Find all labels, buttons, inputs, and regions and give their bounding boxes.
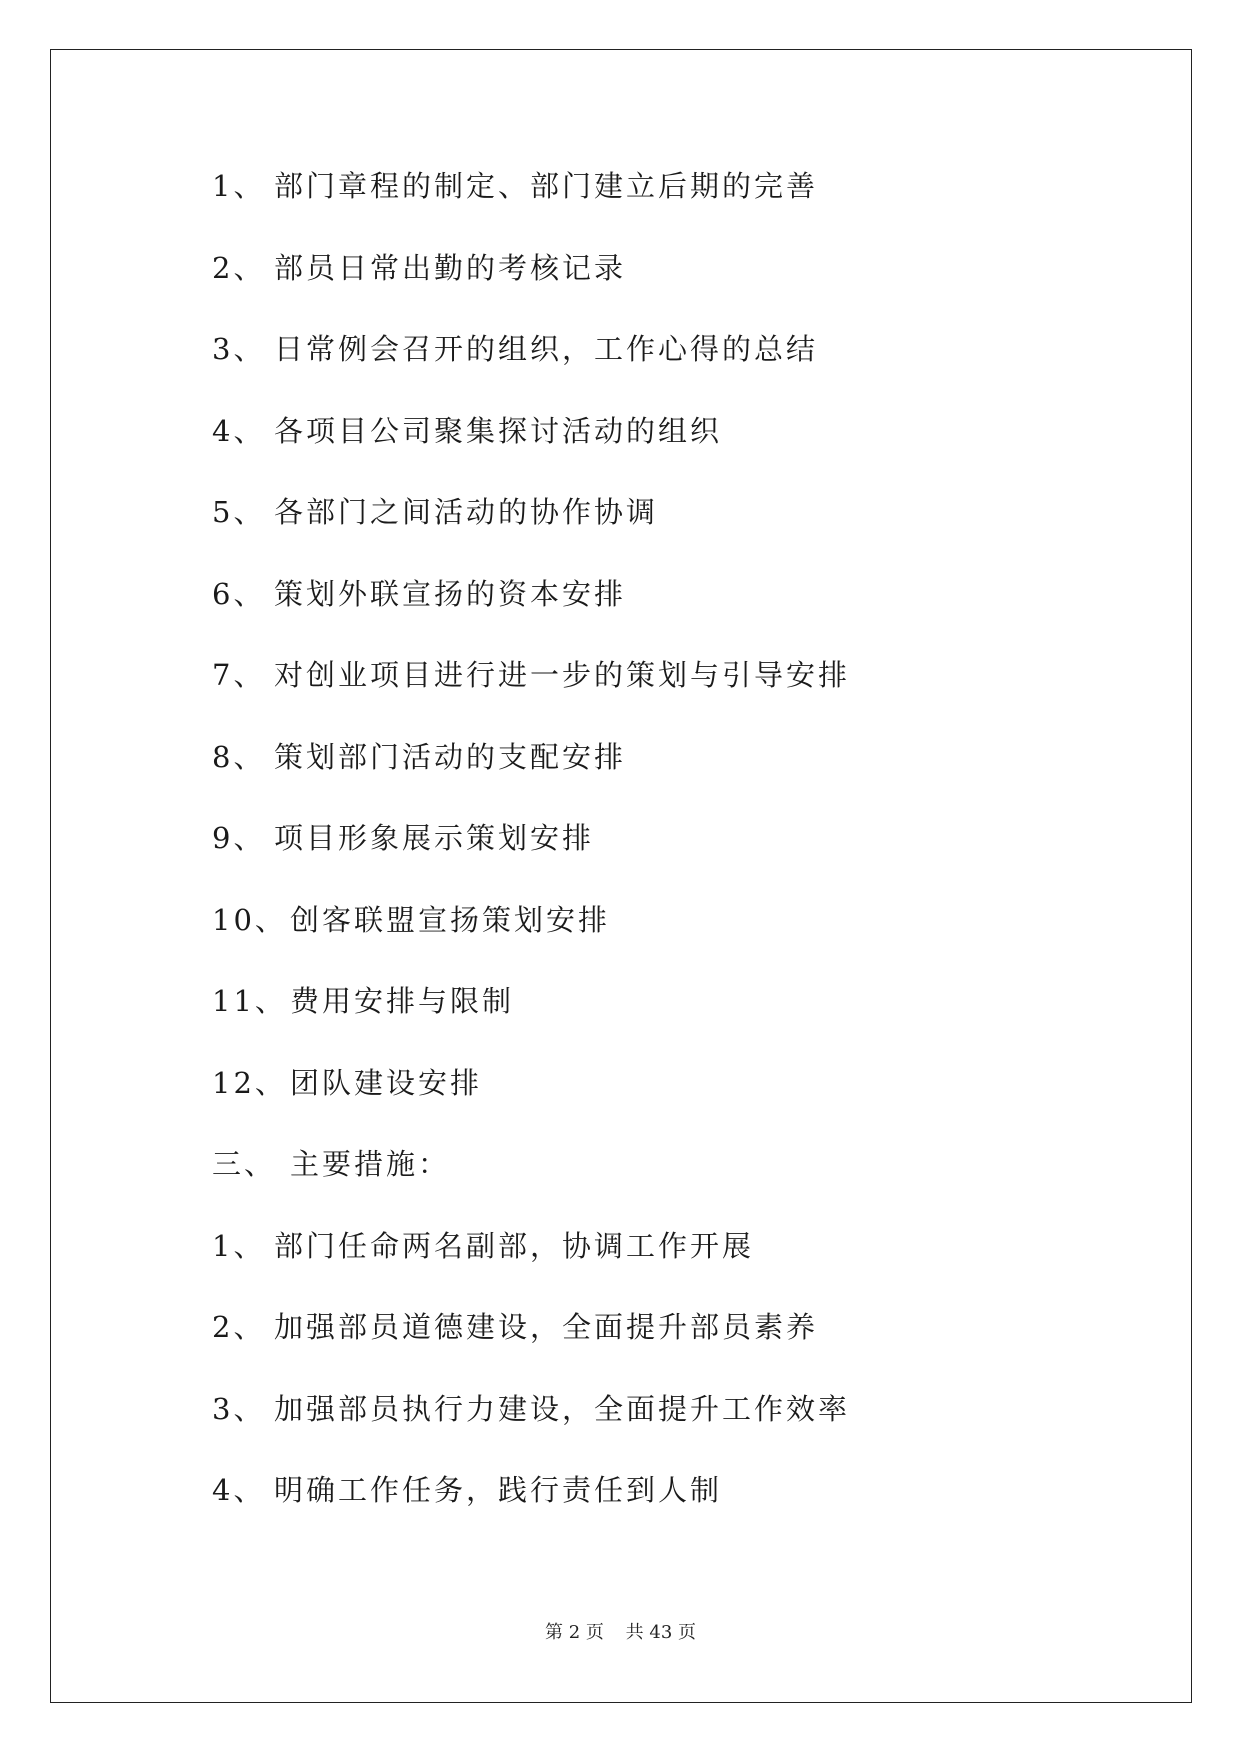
- list-item: [212, 657, 1112, 739]
- item-number: 6、: [212, 576, 266, 611]
- item-number: 4、: [212, 413, 266, 448]
- list-item: [212, 739, 1112, 821]
- item-number: 4、: [212, 1473, 266, 1507]
- item-text: 费用安排与限制: [290, 984, 515, 1018]
- item-text: 部员日常出勤的考核记录: [274, 250, 627, 285]
- item-number: 5、: [212, 495, 266, 529]
- page-footer: [0, 1618, 1241, 1644]
- list-item: [212, 902, 1112, 984]
- list-item: [212, 1065, 1112, 1147]
- item-number: 10、: [212, 902, 287, 937]
- list-item: [212, 820, 1112, 902]
- list-item: [212, 1391, 1112, 1473]
- item-text: 部门章程的制定、部门建立后期的完善: [274, 169, 819, 203]
- item-text: 策划外联宣扬的资本安排: [274, 576, 627, 611]
- item-text: 部门任命两名副部，协调工作开展: [274, 1228, 755, 1263]
- list-item: [212, 1472, 1112, 1554]
- item-number: 8、: [212, 739, 266, 774]
- item-text: 策划部门活动的支配安排: [274, 739, 627, 774]
- item-text: 各部门之间活动的协作协调: [274, 495, 659, 529]
- item-text: 各项目公司聚集探讨活动的组织: [274, 413, 723, 448]
- item-text: 日常例会召开的组织，工作心得的总结: [274, 332, 819, 366]
- item-number: 2、: [212, 1310, 266, 1344]
- item-number: 1、: [212, 169, 266, 203]
- list-item: [212, 413, 1112, 495]
- list-item: [212, 494, 1112, 576]
- item-number: 11、: [212, 984, 287, 1018]
- page-number: 第 2 页: [545, 1622, 604, 1643]
- item-text: 项目形象展示策划安排: [274, 821, 595, 855]
- item-number: 7、: [212, 658, 266, 692]
- item-text: 创客联盟宣扬策划安排: [290, 902, 611, 937]
- item-number: 12、: [212, 1065, 287, 1100]
- document-body: [212, 168, 1112, 1554]
- section-heading: [212, 1146, 1112, 1228]
- item-text: 明确工作任务，践行责任到人制: [274, 1473, 723, 1507]
- item-text: 团队建设安排: [290, 1065, 483, 1100]
- item-text: 对创业项目进行进一步的策划与引导安排: [274, 658, 851, 692]
- list-item: [212, 168, 1112, 250]
- section-title: 主要措施：: [290, 1147, 451, 1181]
- page-total: 共 43 页: [625, 1622, 696, 1643]
- item-number: 3、: [212, 1391, 266, 1426]
- item-number: 9、: [212, 821, 266, 855]
- list-item: [212, 1309, 1112, 1391]
- item-text: 加强部员执行力建设，全面提升工作效率: [274, 1391, 851, 1426]
- item-number: 3、: [212, 332, 266, 366]
- list-item: [212, 331, 1112, 413]
- list-item: [212, 1228, 1112, 1310]
- section-number: 三、: [212, 1147, 277, 1181]
- item-number: 1、: [212, 1228, 266, 1263]
- list-item: [212, 576, 1112, 658]
- list-item: [212, 250, 1112, 332]
- item-number: 2、: [212, 250, 266, 285]
- item-text: 加强部员道德建设，全面提升部员素养: [274, 1310, 819, 1344]
- list-item: [212, 983, 1112, 1065]
